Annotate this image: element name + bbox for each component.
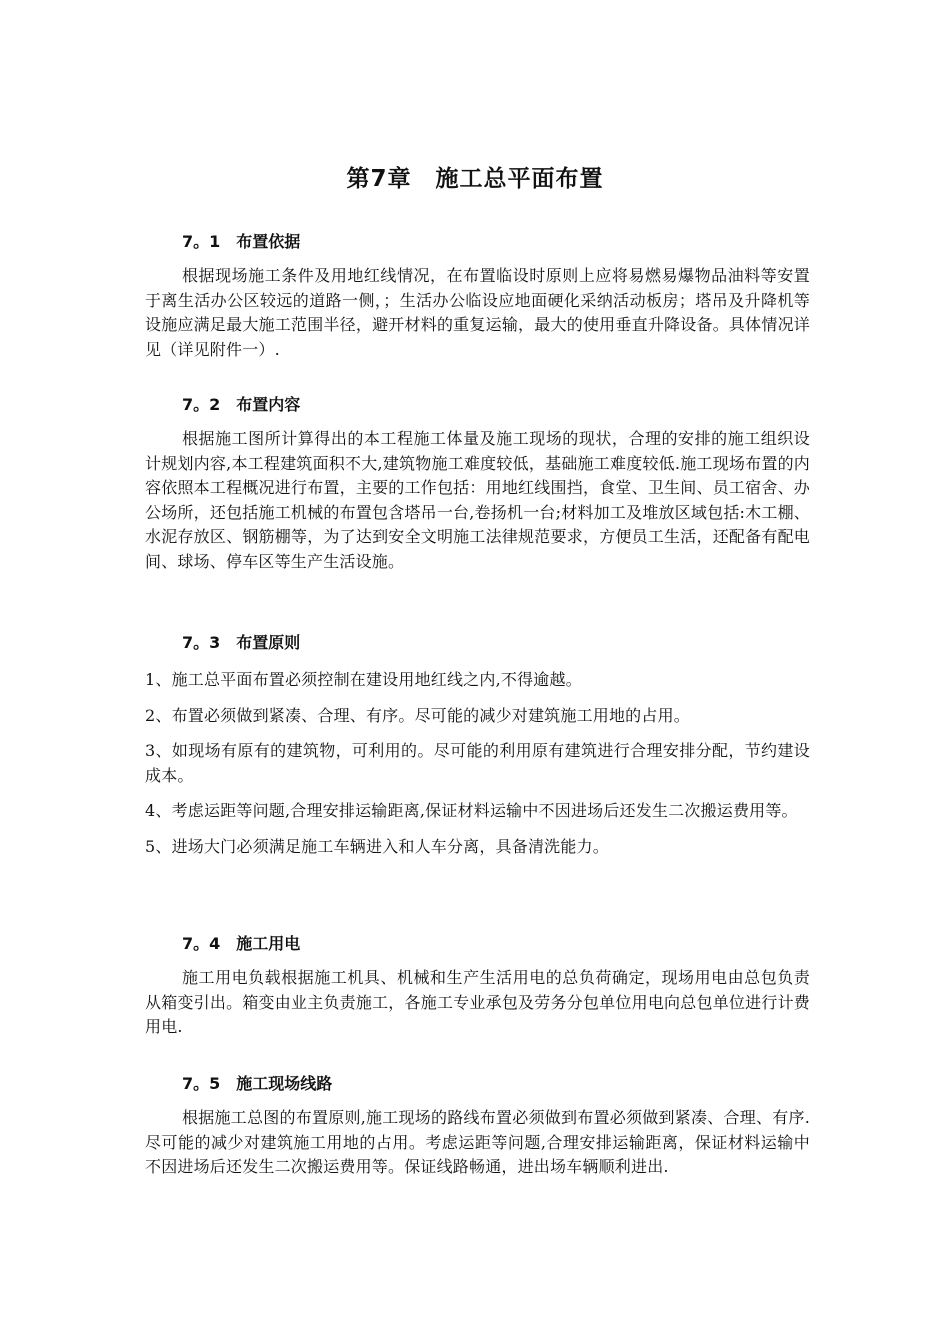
section-paragraph: 根据施工图所计算得出的本工程施工体量及施工现场的现状，合理的安排的施工组织设计规划内容,本工程建筑面积不大,建筑物施工难度较低，基础施工难度较低.施工现场布置的内容依照本工程概况进行布置，主要的工作包括：用地红线围挡，食堂、卫生间、员工宿舍、办公场所，还包括施工机械的布置包含塔吊一台,卷扬机一台;材料加工及堆放区域包括:木工棚、水泥存放区、钢筋棚等，为了达到安全文明施工法律规范要求，方便员工生活，还配备有配电间、球场、停车区等生产生活设施。 bbox=[145, 429, 810, 571]
section-7-5 bbox=[145, 1071, 810, 1180]
section-heading: 7。5 施工现场线路 bbox=[182, 1074, 333, 1093]
section-heading: 7。1 布置依据 bbox=[182, 232, 301, 251]
section-7-1 bbox=[145, 229, 810, 362]
section-paragraph: 施工用电负载根据施工机具、机械和生产生活用电的总负荷确定，现场用电由总包负责从箱变引出。箱变由业主负责施工，各施工专业承包及劳务分包单位用电向总包单位进行计费用电. bbox=[145, 968, 810, 1036]
list-item: 4、考虑运距等问题,合理安排运输距离,保证材料运输中不因进场后还发生二次搬运费用等。 bbox=[145, 801, 798, 820]
section-heading: 7。2 布置内容 bbox=[182, 395, 301, 414]
list-item: 5、进场大门必须满足施工车辆进入和人车分离，具备清洗能力。 bbox=[145, 836, 609, 856]
section-paragraph: 根据现场施工条件及用地红线情况，在布置临设时原则上应将易燃易爆物品油料等安置于离生活办公区较远的道路一侧，；生活办公临设应地面硬化采纳活动板房；塔吊及升降机等设施应满足最大施工范围半径，避开材料的重复运输，最大的使用垂直升降设备。具体情况详见（详见附件一）. bbox=[145, 266, 810, 359]
chapter-title: 第7章 施工总平面布置 bbox=[346, 166, 604, 192]
list-item: 2、布置必须做到紧凑、合理、有序。尽可能的减少对建筑施工用地的占用。 bbox=[145, 705, 690, 725]
section-heading: 7。3 布置原则 bbox=[182, 633, 301, 652]
section-7-2 bbox=[145, 392, 810, 574]
list-item: 3、如现场有原有的建筑物，可利用的。尽可能的利用原有建筑进行合理安排分配，节约建设成本。 bbox=[145, 741, 810, 785]
list-item: 1、施工总平面布置必须控制在建设用地红线之内,不得逾越。 bbox=[145, 670, 582, 689]
section-7-4 bbox=[145, 931, 810, 1040]
section-heading: 7。4 施工用电 bbox=[182, 934, 301, 953]
section-7-3 bbox=[145, 630, 810, 870]
section-paragraph: 根据施工总图的布置原则,施工现场的路线布置必须做到布置必须做到紧凑、合理、有序.尽可能的减少对建筑施工用地的占用。考虑运距等问题,合理安排运输距离，保证材料运输中不因进场后还发生二次搬运费用等。保证线路畅通，进出场车辆顺利进出. bbox=[145, 1108, 810, 1176]
